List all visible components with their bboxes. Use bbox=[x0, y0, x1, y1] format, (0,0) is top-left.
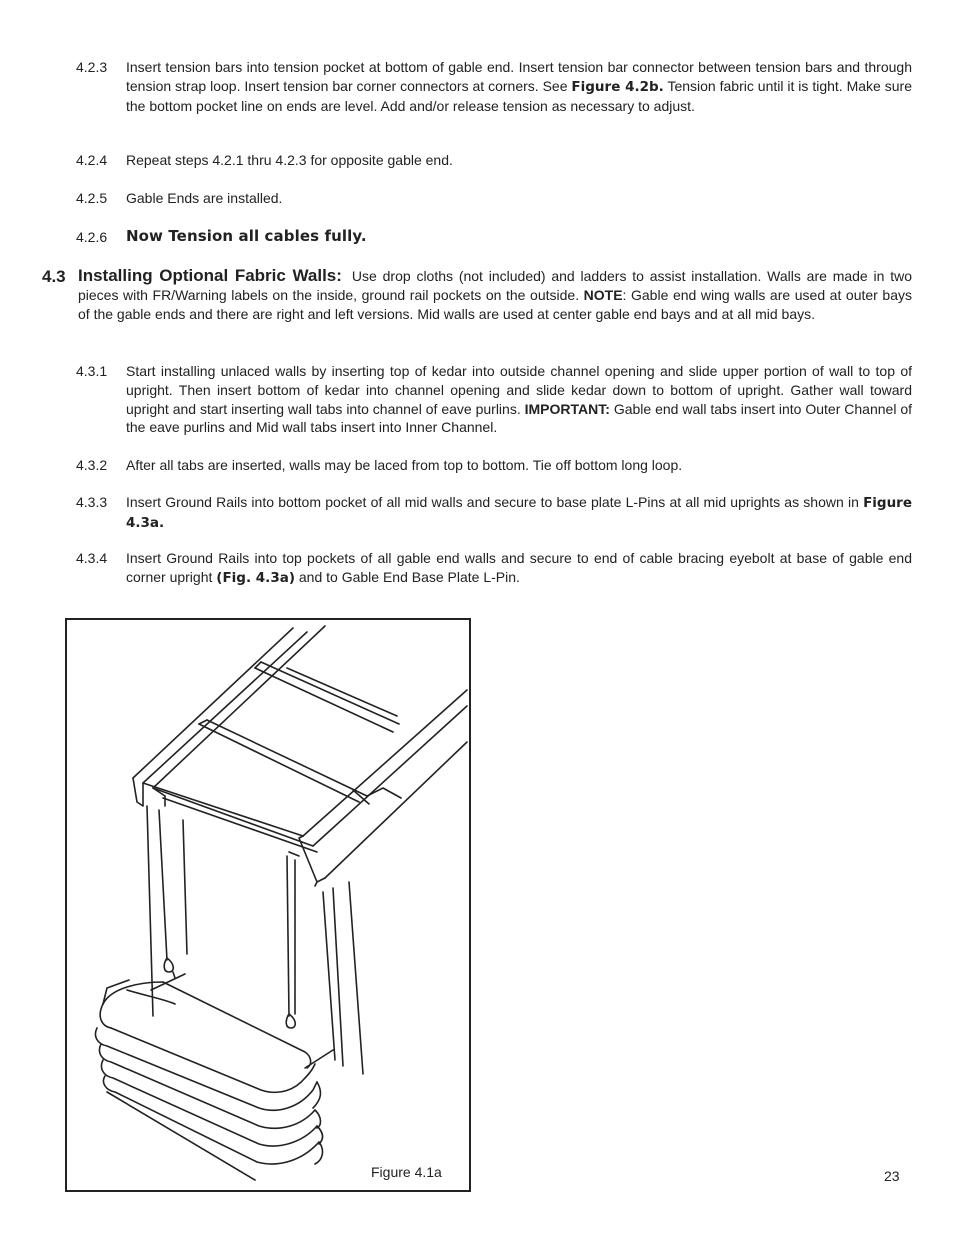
section-text-part: Use drop cloths (not included) and ladders to assist installation. Walls are made in two pieces with FR/Warning labels on the inside, ground rail pockets on the outside. bbox=[78, 268, 912, 303]
step-text-part: and to Gable End Base Plate L-Pin. bbox=[295, 568, 520, 585]
step-number: 4.3.4 bbox=[76, 550, 108, 566]
step-text: Repeat steps 4.2.1 thru 4.2.3 for opposite gable end. bbox=[126, 152, 453, 168]
step-text bbox=[126, 58, 912, 115]
step-number: 4.2.5 bbox=[76, 190, 108, 206]
section-intro bbox=[78, 267, 912, 323]
section-number: 4.3 bbox=[42, 267, 66, 286]
step-text bbox=[126, 362, 912, 437]
figure-frame bbox=[65, 618, 471, 1192]
step-number: 4.2.6 bbox=[76, 229, 108, 245]
step-number: 4.3.1 bbox=[76, 363, 108, 379]
step-text-part: Start installing unlaced walls by inserting top of kedar into outside channel opening and slide upper portion of wall to top of upright. Then insert bottom of kedar into channel opening and slide kedar down to bottom of upright. Gather wall toward upright and start inserting wall tabs into channel of eave purlins. bbox=[126, 363, 912, 417]
step-text-part: Insert Ground Rails into top pockets of all gable end walls and secure to end of cable bracing eyebolt at base of gable end corner upright bbox=[126, 550, 912, 585]
step-text: After all tabs are inserted, walls may be laced from top to bottom. Tie off bottom long loop. bbox=[126, 457, 683, 473]
section-heading: Installing Optional Fabric Walls: bbox=[78, 266, 342, 285]
step-text-part: Insert Ground Rails into bottom pocket of all mid walls and secure to base plate L-Pins at all mid uprights as shown in bbox=[126, 494, 864, 510]
note-label: NOTE bbox=[583, 286, 623, 303]
step-text bbox=[126, 493, 912, 533]
section-text-part: : Gable end wing walls are used at outer bays of the gable ends and there are right and left versions. Mid walls are used at center gable end bays and at all mid bays. bbox=[78, 286, 912, 322]
page-number: 23 bbox=[884, 1168, 900, 1184]
step-number: 4.2.4 bbox=[76, 152, 108, 168]
figure-caption: Figure 4.1a bbox=[371, 1164, 442, 1180]
step-text-part: Tension fabric until it is tight. Make sure the bottom pocket line on ends are level. Add and/or release tension as necessary to adjust. bbox=[126, 77, 912, 114]
step-text: Gable Ends are installed. bbox=[126, 190, 283, 206]
step-text-part: Insert tension bars into tension pocket at bottom of gable end. Insert tension bar connector between tension bars and through tension strap loop. Insert tension bar corner connectors at corners. See bbox=[126, 59, 912, 94]
important-label: IMPORTANT: bbox=[524, 400, 610, 417]
step-number: 4.3.2 bbox=[76, 457, 108, 473]
figure-reference: Figure 4.3a. bbox=[126, 495, 912, 531]
figure-reference: Figure 4.2b. bbox=[571, 78, 664, 95]
step-number: 4.2.3 bbox=[76, 59, 108, 75]
step-text-part: Gable end wall tabs insert into Outer Channel of the eave purlins and Mid wall tabs insert into Inner Channel. bbox=[126, 400, 913, 436]
step-text-emphasis: Now Tension all cables fully. bbox=[126, 227, 367, 245]
step-text bbox=[126, 549, 912, 588]
figure-reference: (Fig. 4.3a) bbox=[216, 569, 295, 586]
step-number: 4.3.3 bbox=[76, 494, 108, 510]
fabric-wall-illustration bbox=[67, 620, 469, 1190]
